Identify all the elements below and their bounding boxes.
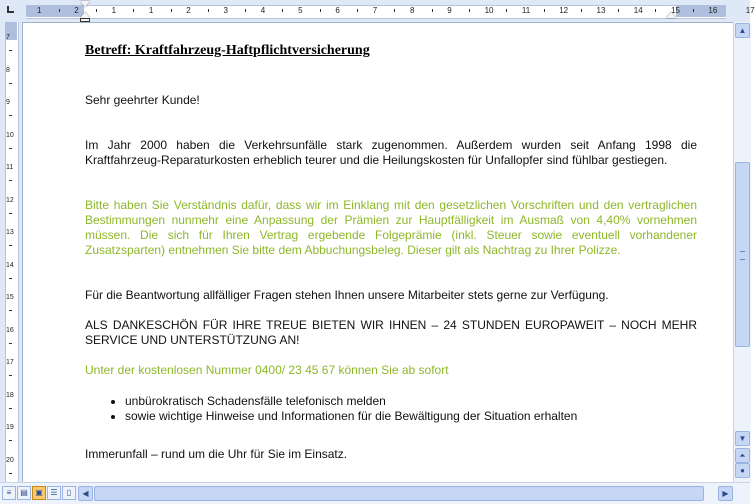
outline-view-icon: ☰ — [50, 488, 58, 497]
ruler-tick — [357, 9, 358, 12]
ruler-number: 6 — [335, 6, 340, 15]
ruler-number: 13 — [596, 6, 606, 15]
grip-icon — [740, 251, 745, 260]
ruler-number: 11 — [521, 6, 531, 15]
ruler-number: 2 — [186, 6, 191, 15]
ruler-number: 1 — [148, 6, 154, 15]
subject-line: Betreff: Kraftfahrzeug-Haftpflichtversicherung — [85, 43, 370, 58]
ruler-tick — [394, 9, 395, 12]
horizontal-ruler[interactable] — [0, 0, 755, 23]
print-layout-button[interactable] — [32, 486, 46, 500]
ruler-number: 9 — [447, 6, 452, 15]
chevron-up-icon: ▲ — [738, 26, 747, 35]
ruler-tick — [9, 375, 12, 376]
ruler-tick — [9, 408, 12, 409]
ruler-tick — [469, 9, 470, 12]
paragraph-premium-adjustment: Bitte haben Sie Verständnis dafür, dass wir im Einklang mit den gesetzlichen Vorschriften und den vertraglichen Bestimmungen nunmehr eine Anpassung der Prämien zur Hauptfälligkeit im Ausmaß von 4,40% vornehmen müssen. Die sich für Ihren Vertrag ergebende Folgeprämie (inkl. Steuer sowie eventuell vorhandener Zusatzsparten) entnehmen Sie bitte dem Abbuchungsbeleg. Dieser gilt als Nachtrag zu Ihrer Polizze. — [85, 198, 697, 257]
ruler-tick — [9, 50, 12, 51]
ruler-tick — [655, 9, 656, 12]
ruler-tick — [9, 440, 12, 441]
ruler-number: 7 — [6, 34, 10, 41]
normal-view-button[interactable] — [2, 486, 16, 500]
ruler-number: 7 — [372, 6, 378, 15]
list-item: • sowie wichtige Hinweise und Informationen für die Bewältigung der Situation erhalten — [125, 409, 577, 424]
print-layout-icon: ▣ — [35, 488, 43, 497]
ruler-number: 12 — [559, 6, 569, 15]
ruler-number: 8 — [410, 6, 415, 15]
ruler-tick — [432, 9, 433, 12]
ruler-tick — [9, 180, 12, 181]
chevron-down-icon: ▼ — [738, 434, 747, 443]
ruler-number: 8 — [6, 66, 10, 74]
left-indent-marker[interactable] — [80, 18, 90, 22]
ruler-number: 5 — [298, 6, 303, 15]
ruler-number: 16 — [708, 6, 718, 15]
circle-icon: ● — [740, 466, 745, 475]
double-chevron-up-icon: ⏶ — [739, 451, 746, 460]
outline-view-button[interactable] — [47, 486, 61, 500]
chevron-left-icon: ◀ — [82, 489, 89, 498]
ruler-tick — [693, 9, 694, 12]
tab-selector[interactable] — [0, 0, 22, 22]
ruler-number: 2 — [74, 6, 79, 15]
ruler-number: 14 — [633, 6, 643, 15]
reading-layout-button[interactable] — [62, 486, 76, 500]
ruler-tick — [618, 9, 619, 12]
browse-object-button[interactable] — [735, 463, 750, 478]
paragraph-hotline: Unter der kostenlosen Nummer 0400/ 23 45 67 können Sie ab sofort — [85, 363, 449, 377]
document-page[interactable] — [23, 23, 733, 482]
salutation: Sehr geehrter Kunde! — [85, 93, 200, 107]
right-margin-area — [676, 5, 726, 17]
ruler-tick — [9, 245, 12, 246]
normal-view-icon: ≡ — [6, 488, 12, 497]
scroll-right-button[interactable] — [718, 486, 733, 501]
ruler-tick — [171, 9, 172, 12]
ruler-tick — [133, 9, 134, 12]
paragraph-accident-statistics: Im Jahr 2000 haben die Verkehrsunfälle stark zugenommen. Außerdem wurden seit Anfang 1998 die Kraftfahrzeug-Reparaturkosten erheblich teurer und die Heilungskosten für Unfallopfer sind fühlbar gestiegen. — [85, 138, 697, 167]
ruler-tick — [9, 213, 12, 214]
ruler-tick — [96, 9, 97, 12]
scroll-down-button[interactable] — [735, 431, 750, 446]
scroll-left-button[interactable] — [78, 486, 93, 501]
tab-stop-icon — [7, 6, 14, 13]
ruler-tick — [208, 9, 209, 12]
previous-page-button[interactable] — [735, 448, 750, 463]
ruler-tick — [9, 473, 12, 474]
ruler-tick — [506, 9, 507, 12]
bottom-bar — [0, 482, 750, 504]
vertical-scroll-thumb[interactable] — [735, 162, 750, 347]
ruler-tick — [581, 9, 582, 12]
ruler-tick — [9, 115, 12, 116]
ruler-tick — [9, 343, 12, 344]
web-layout-icon: ▤ — [20, 488, 28, 497]
ruler-number: 12 — [6, 196, 14, 204]
bullet-list — [85, 394, 577, 424]
ruler-number: 18 — [6, 391, 14, 399]
ruler-tick — [245, 9, 246, 12]
ruler-number: 9 — [6, 99, 10, 106]
vertical-ruler-band — [5, 22, 19, 482]
scroll-up-button[interactable] — [735, 23, 750, 38]
ruler-number: 1 — [37, 6, 42, 15]
ruler-number: 13 — [6, 229, 14, 236]
ruler-number: 20 — [6, 456, 14, 464]
ruler-number: 4 — [260, 6, 266, 15]
ruler-number: 17 — [6, 359, 14, 366]
reading-layout-icon: ▯ — [66, 488, 72, 497]
paragraph-service-announcement: ALS DANKESCHÖN FÜR IHRE TREUE BIETEN WIR IHNEN – 24 STUNDEN EUROPAWEIT – NOCH MEHR SERVICE UND UNTERSTÜTZUNG AN! — [85, 318, 697, 347]
vertical-ruler[interactable] — [0, 22, 23, 482]
ruler-number: 10 — [484, 6, 494, 15]
list-item: • unbürokratisch Schadensfälle telefonisch melden — [125, 394, 577, 409]
closing-line: Immerunfall – rund um die Uhr für Sie im Einsatz. — [85, 447, 348, 461]
ruler-tick — [282, 9, 283, 12]
ruler-number: 11 — [6, 164, 14, 171]
ruler-number: 15 — [6, 294, 14, 301]
ruler-tick — [9, 148, 12, 149]
ruler-tick — [544, 9, 545, 12]
ruler-tick — [320, 9, 321, 12]
ruler-tick — [9, 278, 12, 279]
first-line-indent-marker[interactable] — [80, 1, 90, 7]
ruler-number: 3 — [223, 6, 228, 15]
ruler-tick — [9, 83, 12, 84]
ruler-number: 14 — [6, 261, 14, 269]
ruler-tick — [59, 9, 60, 12]
ruler-number: 17 — [745, 6, 755, 15]
ruler-number: 16 — [6, 326, 14, 334]
web-layout-button[interactable] — [17, 486, 31, 500]
right-indent-marker[interactable] — [666, 12, 676, 18]
horizontal-scroll-thumb[interactable] — [94, 486, 704, 501]
vertical-scrollbar[interactable] — [733, 22, 751, 482]
chevron-right-icon: ▶ — [722, 489, 729, 498]
ruler-tick — [9, 310, 12, 311]
ruler-number: 1 — [111, 6, 117, 15]
horizontal-scrollbar[interactable] — [78, 486, 734, 501]
paragraph-questions: Für die Beantwortung allfälliger Fragen stehen Ihnen unsere Mitarbeiter stets gerne zur Verfügung. — [85, 288, 609, 302]
ruler-number: 15 — [671, 6, 680, 15]
ruler-number: 19 — [6, 424, 14, 431]
ruler-number: 10 — [6, 131, 14, 139]
